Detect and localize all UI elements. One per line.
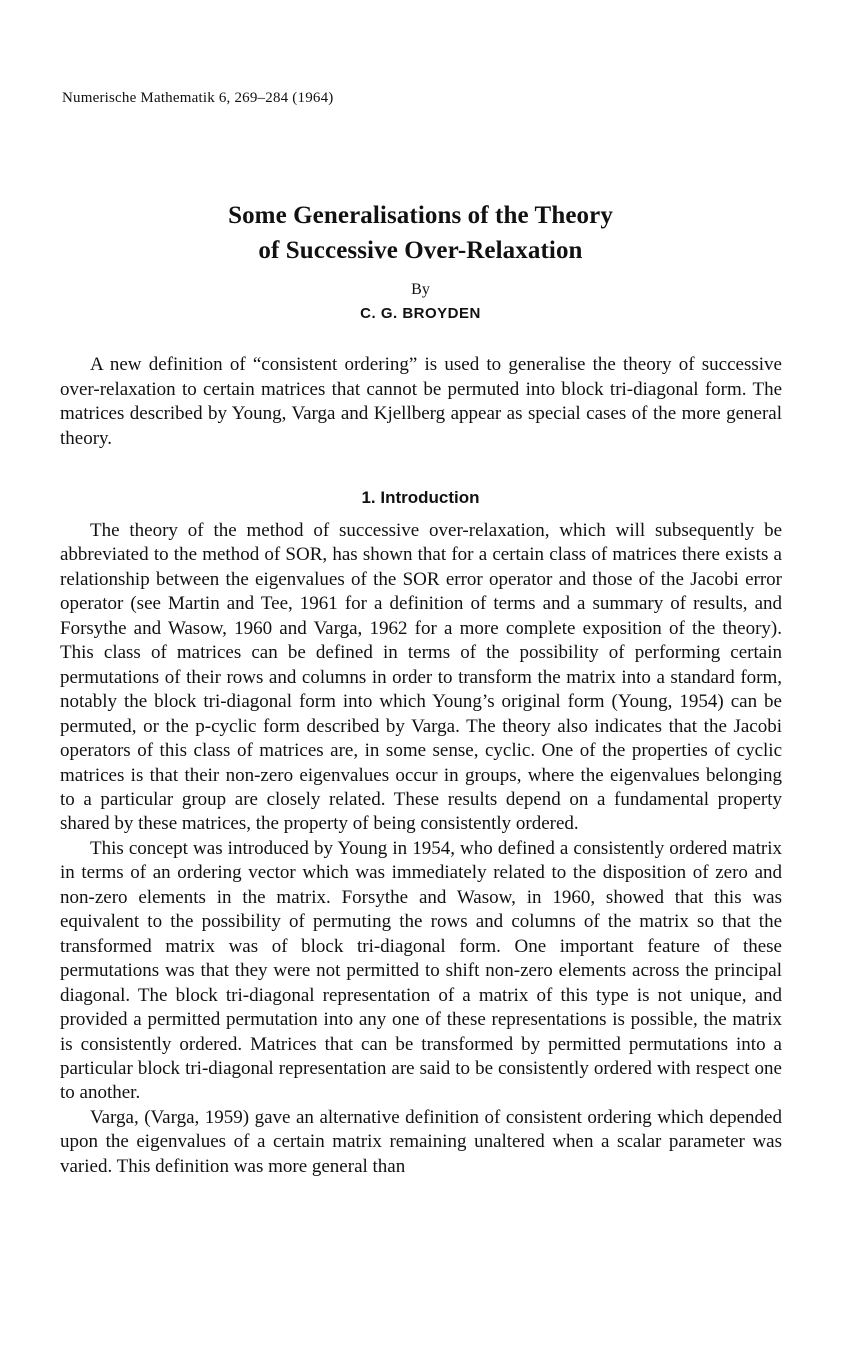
body-paragraph: Varga, (Varga, 1959) gave an alternative definition of consistent ordering which depended upon the eigenvalues of a certain matrix remaining unaltered when a scalar parameter was varied. This definition was more general than bbox=[60, 1106, 782, 1177]
abstract: A new definition of “consistent ordering” is used to generalise the theory of successive over-relaxation to certain matrices that cannot be permuted into block tri-diagonal form. The matrices described by Young, Varga and Kjellberg appear as special cases of the more general theory. bbox=[60, 354, 782, 449]
title-block bbox=[0, 198, 841, 324]
body-paragraph: The theory of the method of successive over-relaxation, which will subsequently be abbreviated to the method of SOR, has shown that for a certain class of matrices there exists a relationship between the eigenvalues of the SOR error operator and those of the Jacobi error operator (see Martin and Tee, 1961 for a definition of terms and a summary of results, and Forsythe and Wasow, 1960 and Varga, 1962 for a more complete exposition of the theory). This class of matrices can be defined in terms of the possibility of performing certain permutations of their rows and columns in order to transform the matrix into a standard form, notably the block tri-diagonal form into which Young’s original form (Young, 1954) can be permuted, or the p-cyclic form described by Varga. The theory also indicates that the Jacobi operators of this class of matrices are, in some sense, cyclic. One of the properties of cyclic matrices is that their non-zero eigenvalues occur in groups, where the eigenvalues belonging to a particular group are closely related. These results depend on a fundamental property shared by these matrices, the property of being consistently ordered. bbox=[60, 520, 782, 835]
author-name: C. G. BROYDEN bbox=[360, 305, 481, 322]
article-title-line-2: of Successive Over-Relaxation bbox=[258, 237, 583, 264]
article-title-line-1: Some Generalisations of the Theory bbox=[228, 202, 613, 229]
body-paragraph: This concept was introduced by Young in 1954, who defined a consistently ordered matrix in terms of an ordering vector which was immediately related to the disposition of zero and non-zero elements in the matrix. Forsythe and Wasow, in 1960, showed that this was equivalent to the possibility of permuting the rows and columns of the matrix so that the transformed matrix was of block tri-diagonal form. One important feature of these permutations was that they were not permitted to shift non-zero elements across the principal diagonal. The block tri-diagonal representation of a matrix of this type is not unique, and provided a permitted permutation into any one of these representations is possible, the matrix is consistently ordered. Matrices that can be transformed by permitted permutations into a particular block tri-diagonal representation are said to be consistently ordered with respect one to another. bbox=[60, 837, 782, 1104]
body-text bbox=[60, 519, 782, 1179]
section-heading: 1. Introduction bbox=[361, 488, 480, 507]
by-label: By bbox=[411, 281, 430, 298]
journal-citation: Numerische Mathematik 6, 269–284 (1964) bbox=[62, 90, 334, 106]
